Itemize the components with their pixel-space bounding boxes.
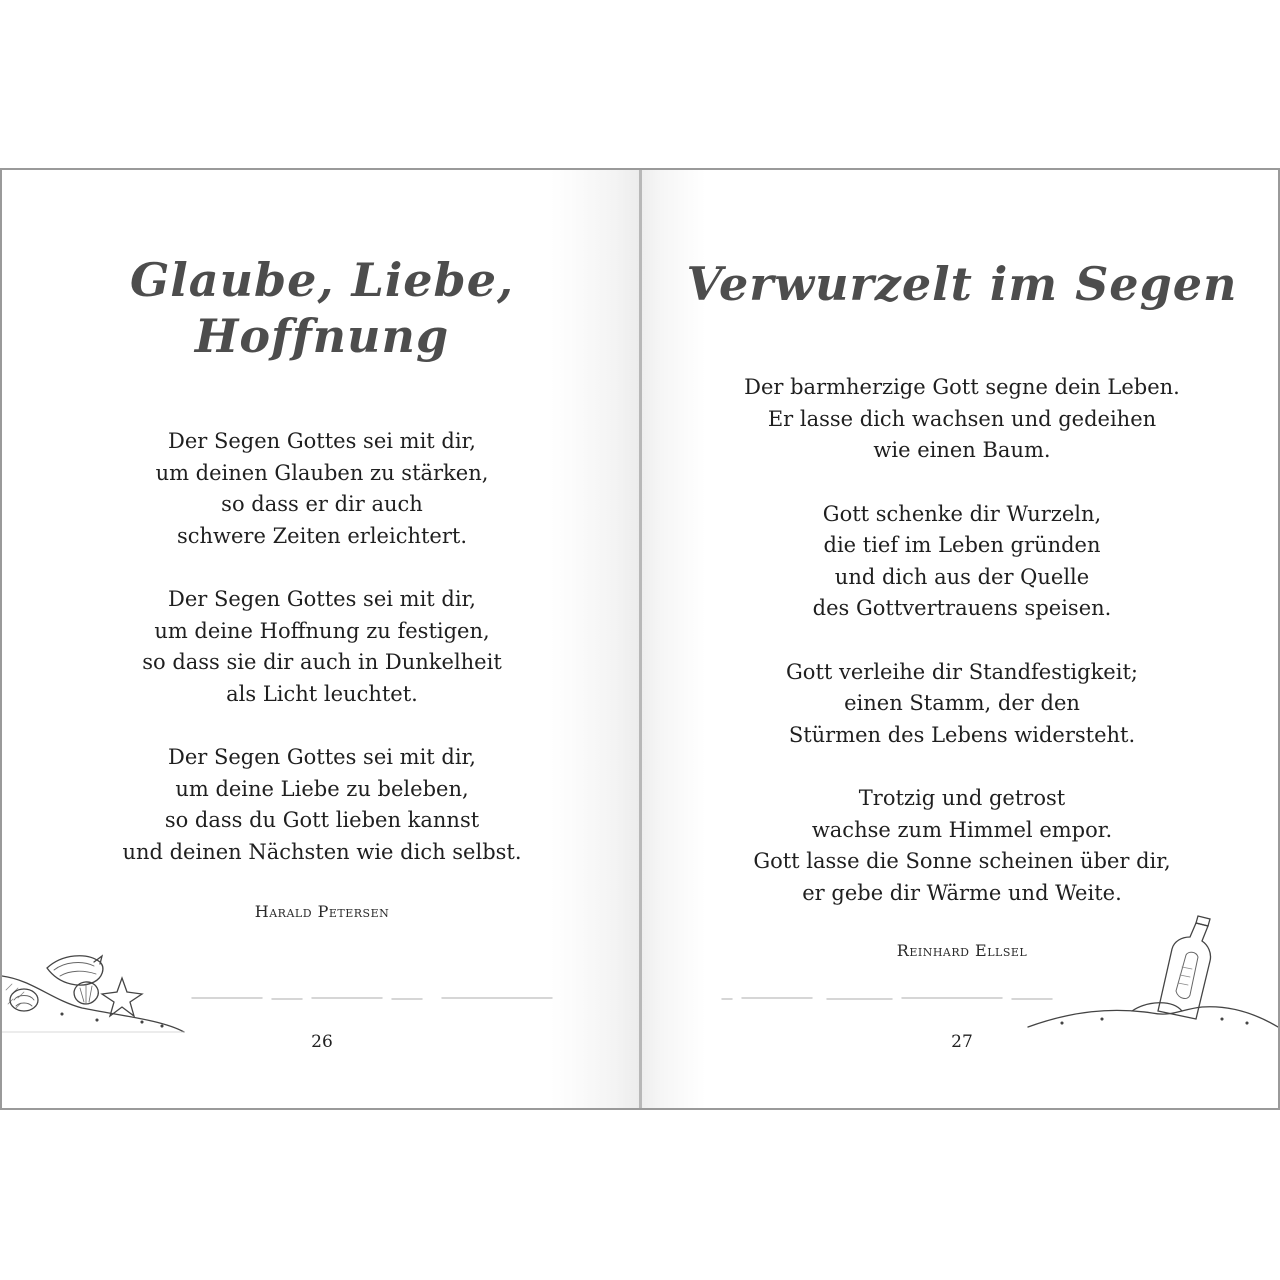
poem-line: Der Segen Gottes sei mit dir,: [168, 587, 476, 611]
poem-line: um deine Hoffnung zu festigen,: [154, 618, 490, 643]
poem-line: so dass sie dir auch in Dunkelheit: [142, 650, 502, 674]
stanza: [682, 783, 1242, 909]
stanza: [682, 372, 1242, 467]
poem-line: und deinen Nächsten wie dich selbst.: [122, 839, 522, 864]
bottle-illustration-icon: [702, 915, 1278, 1045]
stanza: [682, 657, 1242, 752]
poem-line: Der barmherzige Gott segne dein Leben.: [744, 375, 1180, 399]
stanza: [62, 426, 582, 552]
title-line-1: Glaube, Liebe,: [130, 253, 514, 307]
poem-line: um deinen Glauben zu stärken,: [155, 460, 489, 485]
poem-line: Der Segen Gottes sei mit dir,: [168, 429, 476, 453]
book-spread: [0, 168, 1280, 1110]
poem-line: Trotzig und getrost: [858, 786, 1066, 810]
poem-line: einen Stamm, der den: [844, 691, 1080, 715]
poem-line: so dass er dir auch: [221, 492, 423, 516]
stanza: [62, 742, 582, 868]
left-page-title: [62, 252, 582, 364]
author-name: Harald Petersen: [254, 902, 390, 921]
poem-line: so dass du Gott lieben kannst: [164, 808, 480, 832]
right-page-title: Verwurzelt im Segen: [686, 257, 1238, 311]
page-number: 26: [311, 1032, 333, 1052]
poem-line: Gott lasse die Sonne scheinen über dir,: [753, 849, 1171, 873]
stanza: [682, 499, 1242, 625]
poem-line: er gebe dir Wärme und Weite.: [802, 880, 1122, 905]
poem-line: des Gottvertrauens speisen.: [812, 596, 1112, 620]
seashells-illustration-icon: [2, 950, 562, 1040]
poem-line: Gott verleihe dir Standfestigkeit;: [786, 659, 1138, 684]
poem-line: Stürmen des Lebens widersteht.: [788, 722, 1136, 747]
poem-line: um deine Liebe zu beleben,: [175, 776, 469, 801]
poem-line: schwere Zeiten erleichtert.: [176, 523, 468, 548]
title-line-2: Hoffnung: [194, 309, 450, 363]
poem-line: Der Segen Gottes sei mit dir,: [168, 745, 476, 769]
poem-line: und dich aus der Quelle: [834, 564, 1090, 589]
author-name: Reinhard Ellsel: [896, 941, 1028, 960]
poem-line: die tief im Leben gründen: [823, 533, 1101, 557]
poem-line: Gott schenke dir Wurzeln,: [822, 501, 1102, 526]
left-page: [2, 170, 640, 1108]
poem-line: Er lasse dich wachsen und gedeihen: [767, 406, 1157, 431]
page-number: 27: [951, 1032, 973, 1052]
right-poem: [682, 372, 1242, 941]
poem-line: als Licht leuchtet.: [226, 681, 418, 706]
poem-line: wachse zum Himmel empor.: [811, 817, 1113, 842]
left-poem: [62, 426, 582, 900]
poem-line: wie einen Baum.: [873, 438, 1051, 462]
right-page: [642, 170, 1278, 1108]
stanza: [62, 584, 582, 710]
